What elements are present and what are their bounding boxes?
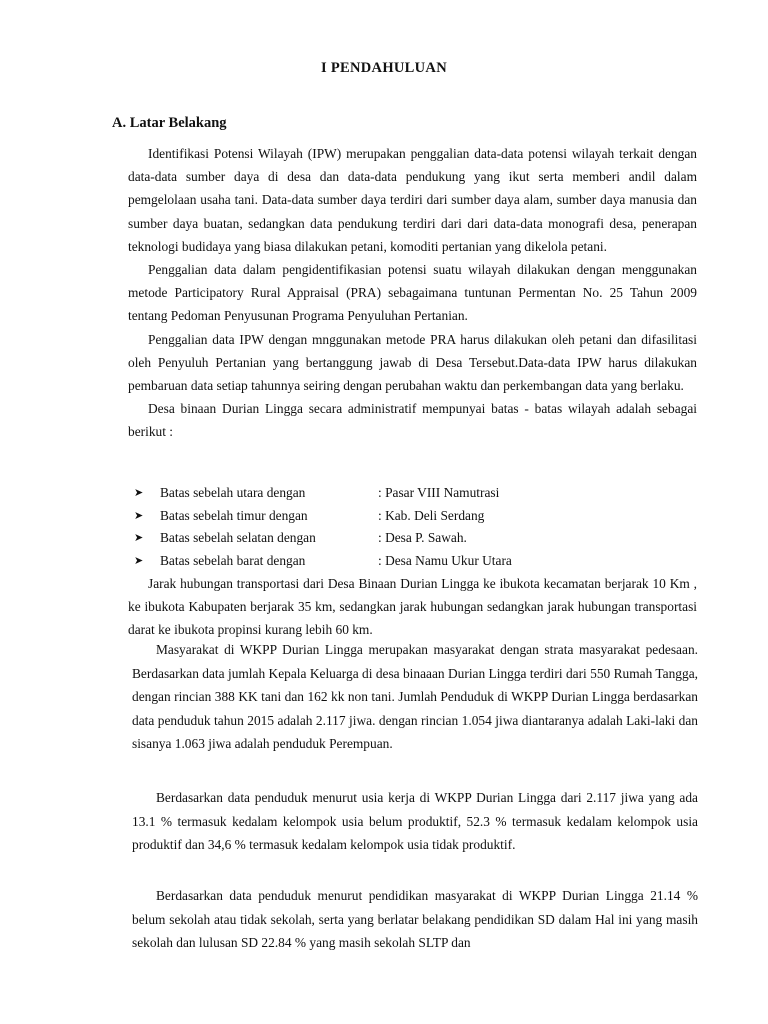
arrow-bullet-icon: ➤: [134, 554, 144, 567]
boundary-value: : Kab. Deli Serdang: [378, 507, 485, 523]
paragraph-boundaries-intro: Desa binaan Durian Lingga secara administratif mempunyai batas - batas wilayah adalah sebagai berikut :: [128, 401, 697, 440]
boundary-value: : Desa Namu Ukur Utara: [378, 552, 512, 568]
workage-text-block: [132, 786, 698, 857]
list-item: [134, 550, 704, 573]
transport-text-block: [128, 572, 697, 642]
intro-text-block: [128, 142, 697, 444]
boundary-label: Batas sebelah utara dengan: [160, 485, 306, 500]
paragraph-transport: Jarak hubungan transportasi dari Desa Binaan Durian Lingga ke ibukota kecamatan berjarak 10 Km , ke ibukota Kabupaten berjarak 35 km, sedangkan jarak hubungan sedangkan jarak hubungan transportasi darat ke ibukota propinsi kurang lebih 60 km.: [128, 576, 697, 638]
chapter-title: I PENDAHULUAN: [321, 60, 447, 76]
education-text-block: [132, 884, 698, 955]
list-item: [134, 527, 704, 550]
section-heading: A. Latar Belakang: [112, 115, 227, 131]
paragraph-education: Berdasarkan data penduduk menurut pendidikan masyarakat di WKPP Durian Lingga 21.14 % belum sekolah atau tidak sekolah, serta yang berlatar belakang pendidikan SD dalam Hal ini yang masih sekolah dan lulusan SD 22.84 % yang masih sekolah SLTP dan: [132, 888, 698, 951]
paragraph-pra-method: Penggalian data dalam pengidentifikasian potensi suatu wilayah dilakukan dengan menggunakan metode Participatory Rural Appraisal (PRA) sebagaimana tuntunan Permentan No. 25 Tahun 2009 tentang Pedoman Penyusunan Programa Penyuluhan Pertanian.: [128, 262, 697, 324]
boundary-label: Batas sebelah barat dengan: [160, 552, 306, 568]
list-item: [134, 482, 704, 505]
arrow-bullet-icon: ➤: [134, 509, 144, 522]
boundary-list: [134, 482, 704, 572]
boundary-value: : Pasar VIII Namutrasi: [378, 485, 500, 500]
list-item: [134, 505, 704, 528]
arrow-bullet-icon: ➤: [134, 487, 144, 499]
paragraph-population: Masyarakat di WKPP Durian Lingga merupakan masyarakat dengan strata masyarakat pedesaan. Berdasarkan data jumlah Kepala Keluarga di desa binaaan Durian Lingga terdiri dari 550 Rumah Tangga, dengan rincian 388 KK tani dan 162 kk non tani. Jumlah Penduduk di WKPP Durian Lingga berdasarkan data penduduk tahun 2015 adalah 2.117 jiwa. dengan rincian 1.054 jiwa diantaranya adalah Laki-laki dan sisanya 1.063 jiwa adalah penduduk Perempuan.: [132, 642, 698, 752]
boundary-label: Batas sebelah selatan dengan: [160, 530, 316, 545]
paragraph-ipw-update: Penggalian data IPW dengan mnggunakan metode PRA harus dilakukan oleh petani dan difasilitasi oleh Penyuluh Pertanian yang bertanggung jawab di Desa Tersebut.Data-data IPW harus dilakukan pembaruan data setiap tahunnya seiring dengan perubahan waktu dan perkembangan data yang berlaku.: [128, 331, 697, 394]
boundary-label: Batas sebelah timur dengan: [160, 507, 308, 523]
boundary-value: : Desa P. Sawah.: [378, 530, 467, 545]
paragraph-workage: Berdasarkan data penduduk menurut usia kerja di WKPP Durian Lingga dari 2.117 jiwa yang ada 13.1 % termasuk kedalam kelompok usia belum produktif, 52.3 % termasuk kedalam kelompok usia produktif dan 34,6 % termasuk kedalam kelompok usia tidak produktif.: [132, 790, 698, 853]
arrow-bullet-icon: ➤: [134, 532, 144, 544]
population-text-block: [132, 638, 698, 756]
paragraph-ipw-definition: Identifikasi Potensi Wilayah (IPW) merupakan penggalian data-data potensi wilayah terkait dengan data-data sumber daya di desa dan data-data pendukung yang ikut serta memberi andil dalam pemgelolaan usaha tani. Data-data sumber daya terdiri dari sumber daya alam, sumber daya manusia dan sumber daya buatan, sedangkan data pendukung terdiri dari dari data-data monografi desa, penerapan teknologi budidaya yang biasa dilakukan petani, komoditi pertanian yang dikelola petani.: [128, 146, 697, 254]
